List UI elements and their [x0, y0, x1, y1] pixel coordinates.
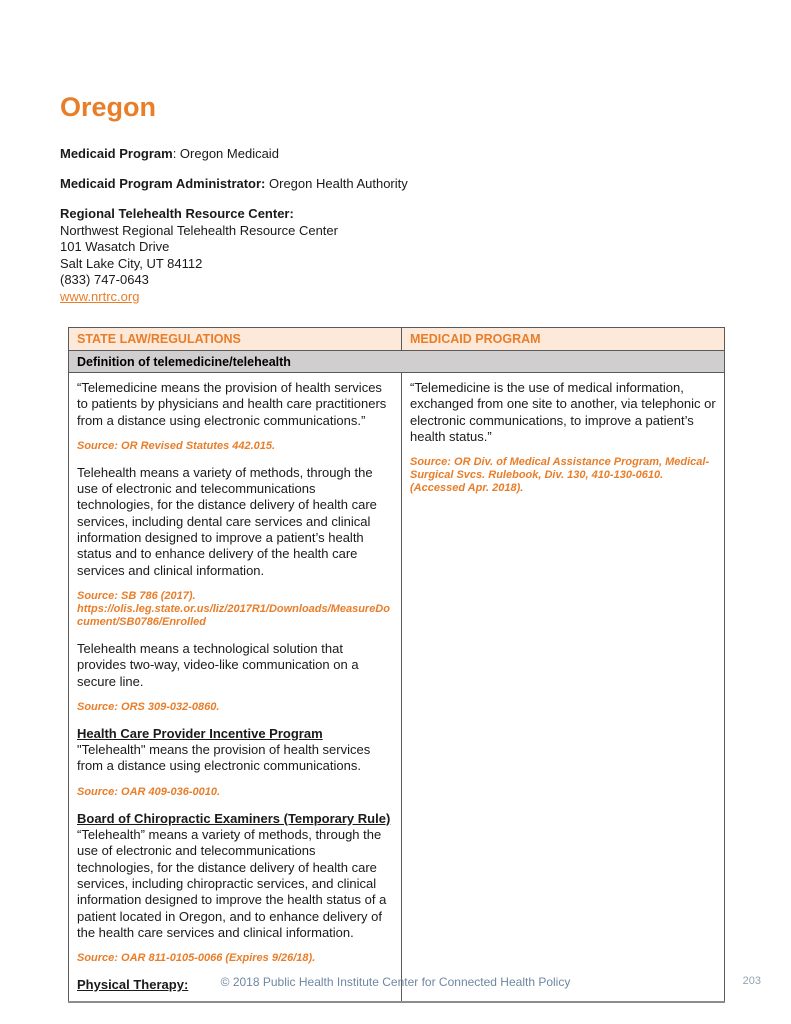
section-title-row: [69, 351, 725, 373]
medicaid-program-label: Medicaid Program: [60, 146, 173, 161]
quoted-definition: “Telemedicine means the provision of health services to patients by physicians and health care practitioners from a distance using electronic communications.”: [77, 380, 387, 428]
resource-center-phone: (833) 747-0643: [60, 272, 149, 287]
source-citation: Source: ORS 309-032-0860.: [77, 700, 220, 713]
statute-paragraph: Telehealth means a variety of methods, through the use of electronic and telecommunications technologies, for the distance delivery of health care services, including dental care services and clinical information designed to improve a patient’s health status and to enhance delivery of the health care services and clinical information.: [77, 464, 377, 578]
column-header-medicaid-program: MEDICAID PROGRAM: [402, 328, 725, 351]
state-law-cell: [69, 373, 402, 1003]
source-citation: Source: SB 786 (2017).: [77, 589, 196, 602]
page-content: [60, 92, 736, 1003]
source-citation-url: https://olis.leg.state.or.us/liz/2017R1/Downloads/MeasureDocument/SB0786/Enrolled: [77, 602, 390, 628]
telehealth-resource-center-block: [60, 206, 736, 305]
statute-paragraph: “Telehealth” means a variety of methods, through the use of electronic and telecommunications technologies, for the distance delivery of health care services, including chiropractic services, and clinical information designed to improve the health status of a patient located in Oregon, and to enhance delivery of the health care services and clinical information.: [77, 827, 387, 940]
column-header-state-law: STATE LAW/REGULATIONS: [69, 328, 402, 351]
resource-center-street: 101 Wasatch Drive: [60, 239, 170, 254]
medicaid-administrator-line: [60, 176, 736, 192]
medicaid-program-cell: [402, 373, 725, 1003]
source-citation: Source: OR Revised Statutes 442.015.: [77, 439, 276, 452]
page-footer: [0, 975, 791, 989]
statute-paragraph: Telehealth means a technological solution that provides two-way, video-like communication on a secure line.: [77, 640, 359, 689]
subsection-heading: Board of Chiropractic Examiners (Temporary Rule): [77, 810, 391, 826]
resource-center-website-link[interactable]: www.nrtrc.org: [60, 288, 140, 304]
medicaid-administrator-label: Medicaid Program Administrator:: [60, 176, 266, 191]
medicaid-administrator-value: Oregon Health Authority: [265, 176, 408, 191]
subsection-heading: Physical Therapy:: [77, 977, 189, 993]
source-citation: Source: OAR 409-036-0010.: [77, 785, 221, 798]
resource-center-label: Regional Telehealth Resource Center:: [60, 206, 294, 221]
page-number: 203: [742, 975, 761, 987]
table-header-row: [69, 328, 725, 351]
section-title: Definition of telemedicine/telehealth: [69, 351, 725, 373]
quoted-definition: “Telemedicine is the use of medical information, exchanged from one site to another, via telephonic or electronic communications, to improve a patient’s health status.”: [410, 380, 716, 444]
page-title: Oregon: [60, 92, 157, 122]
subsection-heading: Health Care Provider Incentive Program: [77, 725, 323, 741]
copyright-text: © 2018 Public Health Institute Center for Connected Health Policy: [220, 975, 571, 989]
resource-center-city: Salt Lake City, UT 84112: [60, 255, 203, 271]
medicaid-program-line: [60, 146, 736, 162]
source-citation: Source: OR Div. of Medical Assistance Program, Medical-Surgical Svcs. Rulebook, Div. 130, 410-130-0610. (Accessed Apr. 2018).: [410, 456, 710, 495]
source-citation: Source: OAR 811-0105-0066 (Expires 9/26/18).: [77, 952, 316, 965]
resource-center-name: Northwest Regional Telehealth Resource Center: [60, 222, 338, 238]
policy-table: [68, 327, 725, 1003]
medicaid-program-value: : Oregon Medicaid: [172, 146, 279, 161]
table-body-row: [69, 373, 725, 1003]
statute-paragraph: "Telehealth" means the provision of health services from a distance using electronic communications.: [77, 742, 371, 774]
